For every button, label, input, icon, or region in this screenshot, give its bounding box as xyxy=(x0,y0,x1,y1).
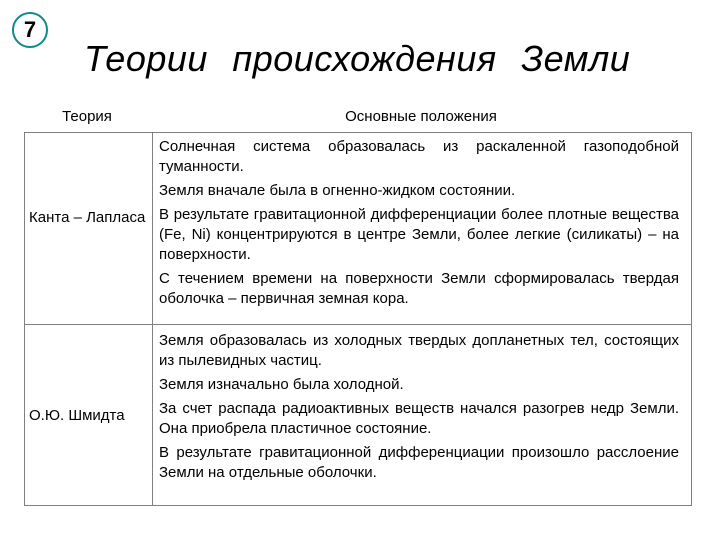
header-theory: Теория xyxy=(62,108,112,125)
theory-point: С течением времени на поверхности Земли сформировалась твердая оболочка – первичная земная кора. xyxy=(159,270,679,307)
theory-point: Земля вначале была в огненно-жидком состоянии. xyxy=(159,182,516,199)
theory-point: За счет распада радиоактивных веществ начался разогрев недр Земли. Она приобрела пластичное состояние. xyxy=(159,400,679,437)
table-header xyxy=(24,98,692,132)
theories-table xyxy=(24,98,692,481)
theory-point: Солнечная система образовалась из раскаленной газоподобной туманности. xyxy=(159,138,679,175)
theory-name-kant-laplace: Канта – Лапласа xyxy=(29,209,146,226)
slide-number-badge xyxy=(12,12,48,48)
theory-points-kant-laplace xyxy=(159,137,679,313)
theory-point: Земля образовалась из холодных твердых допланетных тел, состоящих из пылевидных частиц. xyxy=(159,332,679,369)
theory-point: В результате гравитационной дифференциации более плотные вещества (Fe, Ni) концентрируются в центре Земли, более легкие (силикаты) – на поверхности. xyxy=(159,206,679,263)
slide-number: 7 xyxy=(23,17,37,42)
theory-point: Земля изначально была холодной. xyxy=(159,376,404,393)
header-main-points: Основные положения xyxy=(345,108,497,125)
page-title: Теории происхождения Земли xyxy=(84,38,631,79)
table-body xyxy=(24,132,692,506)
column-divider xyxy=(152,133,153,505)
theory-name-schmidt: О.Ю. Шмидта xyxy=(29,407,125,424)
theory-point: В результате гравитационной дифференциации произошло расслоение Земли на отдельные оболочки. xyxy=(159,444,679,481)
row-divider xyxy=(25,324,691,325)
theory-points-schmidt xyxy=(159,331,679,487)
